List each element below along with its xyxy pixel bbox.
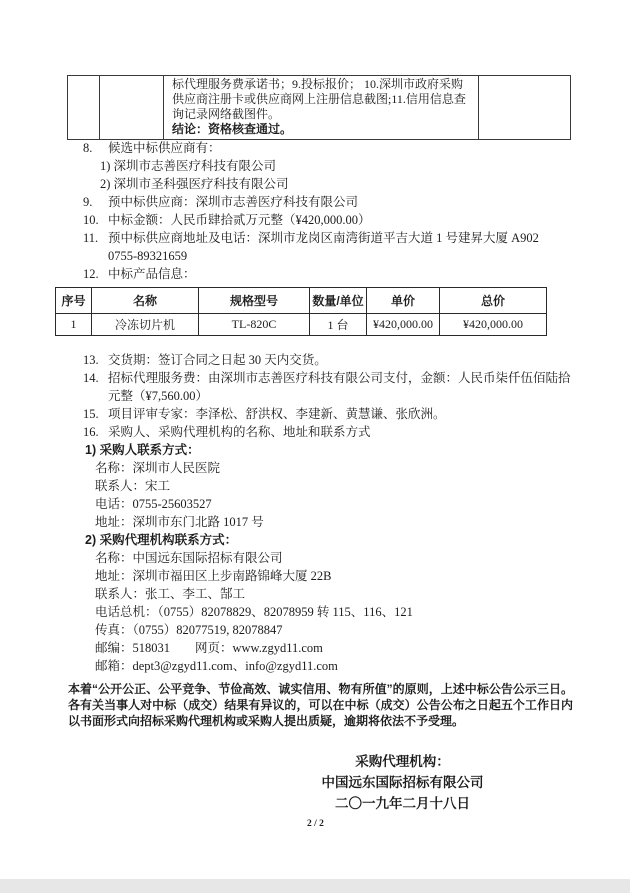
list-item-14 <box>83 369 575 405</box>
page-number: 2 / 2 <box>307 819 324 829</box>
agency-switchboard: 电话总机：（0755）82078829、82078959 转 115、116、121 <box>95 605 413 619</box>
signature-agency-name: 中国远东国际招标有限公司 <box>321 775 484 790</box>
agency-fax: 传真：（0755）82077519, 82078847 <box>95 623 283 637</box>
purchaser-name: 名称：深圳市人民医院 <box>95 461 221 475</box>
qual-requirements-text: 标代理服务费承诺书；9.投标报价； 10.深圳市政府采购供应商注册卡或供应商网上注册信息截图;11.信用信息查询记录网络截图件。 <box>172 77 466 121</box>
col-header-name: 名称 <box>92 288 199 314</box>
item-text: 中标产品信息： <box>108 267 196 281</box>
item-number: 10. <box>83 213 99 227</box>
agency-email: 邮箱：dept3@zgyd11.com、info@zgyd11.com <box>95 659 338 673</box>
signature-block <box>235 751 570 814</box>
list-subitem-8-2: 2) 深圳市圣科强医疗科技有限公司 <box>100 177 289 191</box>
list-items-13-16 <box>83 351 575 441</box>
purchaser-address: 地址：深圳市东门北路 1017 号 <box>95 515 264 529</box>
qual-text-cell <box>164 76 479 140</box>
purchaser-contact-heading: 1) 采购人联系方式： <box>85 443 200 457</box>
purchaser-phone: 电话：0755-25603527 <box>95 497 212 511</box>
list-subitem-8-1: 1) 深圳市志善医疗科技有限公司 <box>100 159 277 173</box>
col-header-seq: 序号 <box>56 288 92 314</box>
qual-empty-cell-3 <box>479 76 571 140</box>
page-edge-strip <box>0 879 630 893</box>
col-header-total-price: 总价 <box>440 288 547 314</box>
qual-empty-cell-1 <box>68 76 100 140</box>
item-number: 14. <box>83 371 99 385</box>
cell-seq: 1 <box>56 314 92 336</box>
list-items-8-12 <box>83 139 575 283</box>
item-number: 8. <box>83 141 93 155</box>
cell-unit-price: ¥420,000.00 <box>367 314 440 336</box>
agency-contact-heading: 2) 采购代理机构联系方式： <box>85 533 238 547</box>
list-item-13 <box>83 351 575 369</box>
purchaser-person: 联系人：宋工 <box>95 479 171 493</box>
cell-model: TL-820C <box>199 314 310 336</box>
item-number: 15. <box>83 407 99 421</box>
list-item-15 <box>83 405 575 423</box>
cell-total-price: ¥420,000.00 <box>440 314 547 336</box>
item-number: 16. <box>83 425 99 439</box>
col-header-unit-price: 单价 <box>367 288 440 314</box>
item-number: 12. <box>83 267 99 281</box>
list-item-16 <box>83 423 575 441</box>
product-table <box>55 287 547 336</box>
agency-address: 地址：深圳市福田区上步南路锦峰大厦 22B <box>95 569 332 583</box>
item-number: 11. <box>83 231 99 245</box>
qual-conclusion-text: 结论：资格核查通过。 <box>172 122 293 136</box>
qualification-table <box>67 75 571 140</box>
item-text: 项目评审专家：李泽松、舒洪权、李建新、黄慧谦、张欣洲。 <box>108 407 446 421</box>
list-item-10 <box>83 211 575 229</box>
product-table-row <box>56 314 547 336</box>
qual-empty-cell-2 <box>100 76 164 140</box>
col-header-model: 规格型号 <box>199 288 310 314</box>
cell-name: 冷冻切片机 <box>92 314 199 336</box>
list-item-8 <box>83 139 575 157</box>
item-text: 预中标供应商：深圳市志善医疗科技有限公司 <box>108 195 359 209</box>
item-text: 招标代理服务费：由深圳市志善医疗科技有限公司支付，金额：人民币柒仟伍佰陆拾元整（¥7,560.00） <box>108 371 571 403</box>
table-row <box>68 76 571 140</box>
objection-notice-paragraph: 本着“公开公正、公平竞争、节俭高效、诚实信用、物有所值”的原则，上述中标公告公示三日。各有关当事人对中标（成交）结果有异议的，可以在中标（成交）公告公布之日起五个工作日内以书面形式向招标采购代理机构或采购人提出质疑，逾期将依法不予受理。 <box>68 682 573 728</box>
list-item-11-phone: 0755-89321659 <box>108 249 188 263</box>
product-table-header-row <box>56 288 547 314</box>
item-text: 中标金额：人民币肆拾贰万元整（¥420,000.00） <box>108 213 371 227</box>
agency-persons: 联系人：张工、李工、郜工 <box>95 587 246 601</box>
agency-zip-web: 邮编：518031 网页：www.zgyd11.com <box>95 641 323 655</box>
agency-name: 名称：中国远东国际招标有限公司 <box>95 551 283 565</box>
list-item-9 <box>83 193 575 211</box>
col-header-qty: 数量/单位 <box>310 288 367 314</box>
item-text: 候选中标供应商有： <box>108 141 221 155</box>
signature-agency-label: 采购代理机构： <box>355 754 450 769</box>
contacts-section <box>85 441 575 675</box>
list-item-11 <box>83 229 575 247</box>
item-text: 交货期：签订合同之日起 30 天内交货。 <box>108 353 327 367</box>
list-item-12 <box>83 265 575 283</box>
item-number: 13. <box>83 353 99 367</box>
item-text: 采购人、采购代理机构的名称、地址和联系方式 <box>108 425 371 439</box>
signature-date: 二〇一九年二月十八日 <box>335 796 470 811</box>
cell-qty: 1 台 <box>310 314 367 336</box>
item-text: 预中标供应商地址及电话：深圳市龙岗区南湾街道平吉大道 1 号建昇大厦 A902 <box>108 231 539 245</box>
item-number: 9. <box>83 195 93 209</box>
